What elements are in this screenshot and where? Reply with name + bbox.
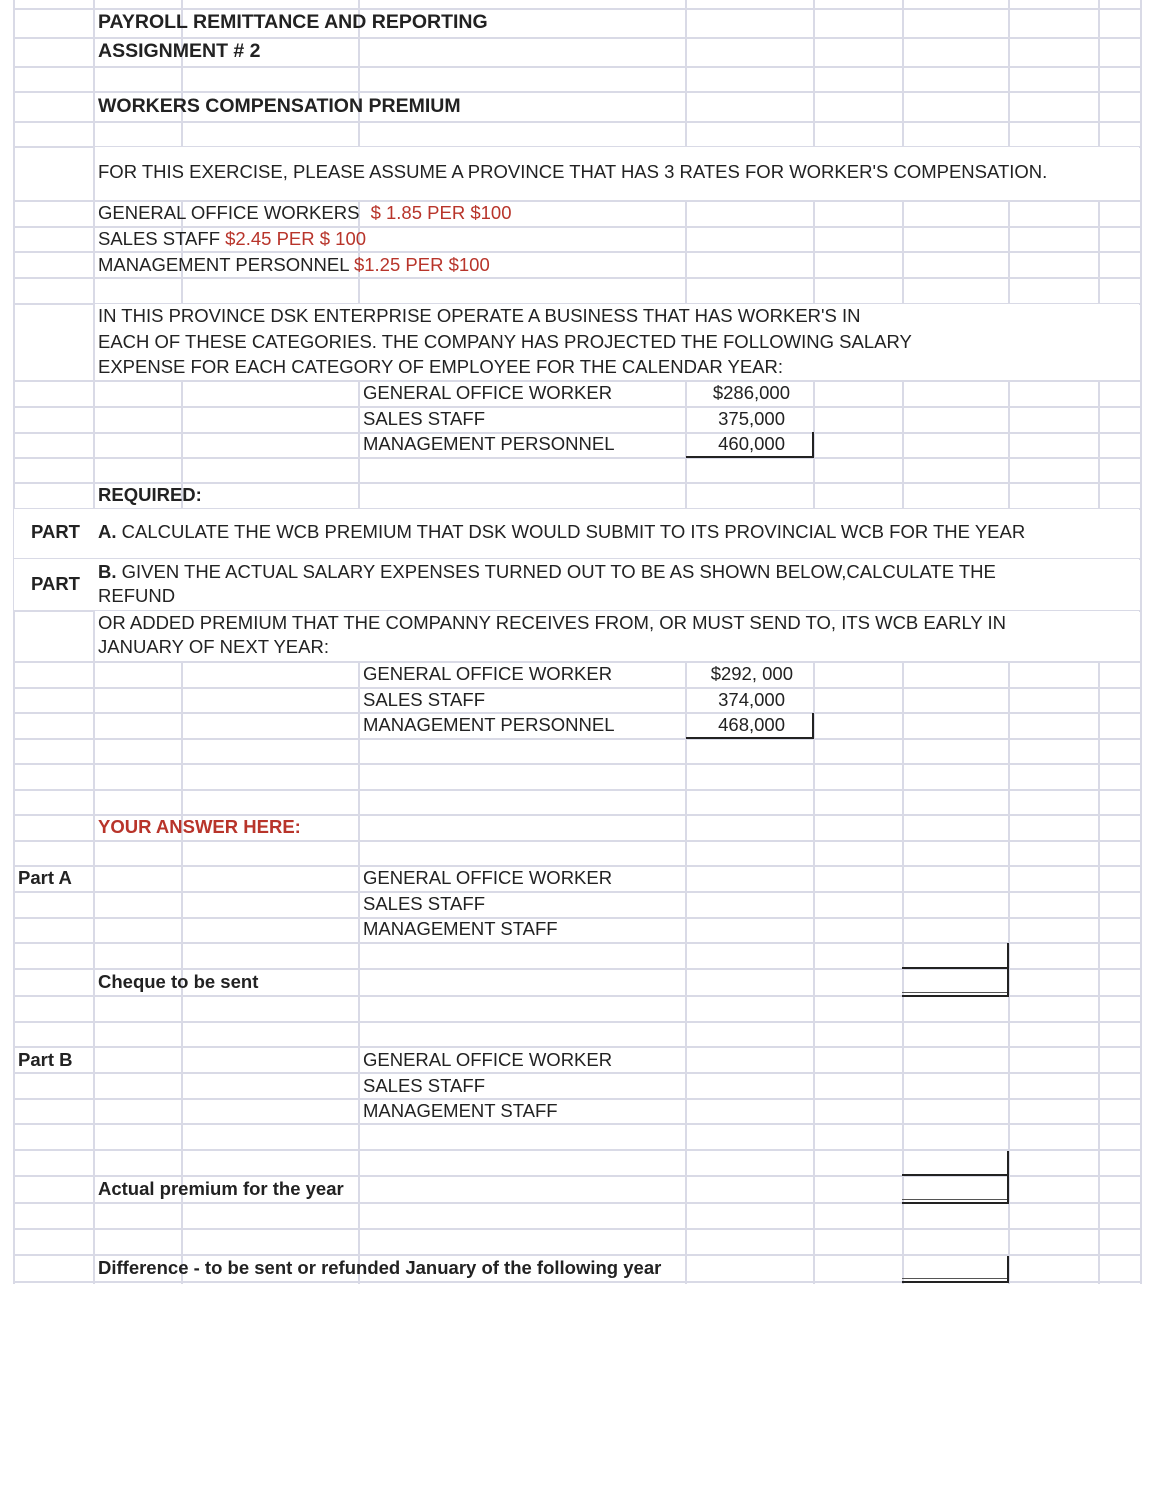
grid-row-line	[14, 1098, 1142, 1100]
grid-row-line	[14, 1046, 1142, 1048]
answer-cell-border	[902, 995, 1009, 997]
answer-cell-border	[902, 1278, 1009, 1279]
part-b-letter: B.	[98, 561, 117, 582]
answer-heading: YOUR ANSWER HERE:	[98, 816, 301, 837]
grid-row-line	[14, 66, 1142, 68]
intro-text: FOR THIS EXERCISE, PLEASE ASSUME A PROVINCE THAT HAS 3 RATES FOR WORKER'S COMPENSATION.	[98, 161, 1048, 182]
part-b-label: Part B	[18, 1049, 73, 1070]
grid-row-line	[14, 1021, 1142, 1023]
grid-row-line	[14, 8, 1142, 10]
grid-row-line	[14, 1254, 1142, 1256]
projected-amount: 375,000	[718, 408, 785, 429]
total-border	[812, 432, 814, 458]
grid-row-line	[14, 277, 1142, 279]
answer-row-label: SALES STAFF	[363, 1075, 485, 1096]
part-b-text: REFUND	[98, 585, 176, 606]
assignment-number: ASSIGNMENT # 2	[98, 40, 261, 62]
answer-row-label: MANAGEMENT STAFF	[363, 918, 558, 939]
grid-row-line	[14, 1228, 1142, 1230]
answer-cell-border	[902, 1202, 1009, 1204]
answer-row-label: GENERAL OFFICE WORKER	[363, 1049, 613, 1070]
total-border	[686, 737, 814, 739]
actual-amount: $292, 000	[710, 663, 793, 684]
part-a-letter: A.	[98, 521, 117, 542]
total-border	[812, 713, 814, 739]
grid-row-line	[14, 457, 1142, 459]
grid-row-line	[14, 738, 1142, 740]
grid-row-line	[14, 37, 1142, 39]
cheque-label: Cheque to be sent	[98, 971, 259, 992]
grid-row-line	[14, 789, 1142, 791]
grid-row-line	[14, 121, 1142, 123]
answer-row-label: GENERAL OFFICE WORKER	[363, 867, 613, 888]
scenario-line: EXPENSE FOR EACH CATEGORY OF EMPLOYEE FOR THE CALENDAR YEAR:	[98, 356, 784, 377]
actual-premium-label: Actual premium for the year	[98, 1178, 344, 1199]
grid-row-line	[14, 891, 1142, 893]
part-a-text: CALCULATE THE WCB PREMIUM THAT DSK WOULD SUBMIT TO ITS PROVINCIAL WCB FOR THE YEAR	[116, 521, 1026, 542]
rate-value: $1.25 PER $100	[353, 254, 490, 275]
grid-row-line	[14, 687, 1142, 689]
answer-cell-border	[902, 967, 1009, 969]
answer-cell-border	[902, 992, 1009, 993]
actual-label: SALES STAFF	[363, 689, 485, 710]
projected-amount: 460,000	[718, 433, 785, 454]
answer-cell-border	[1007, 1151, 1009, 1204]
rate-label: GENERAL OFFICE WORKERS	[98, 202, 360, 223]
answer-row-label: SALES STAFF	[363, 893, 485, 914]
part-label: PART	[31, 521, 80, 542]
grid-row-line	[14, 406, 1142, 408]
rate-label: MANAGEMENT PERSONNEL	[98, 254, 349, 275]
grid-row-line	[14, 942, 1142, 944]
part-b-question	[98, 561, 996, 583]
rate-label: SALES STAFF	[98, 228, 220, 249]
projected-label: GENERAL OFFICE WORKER	[363, 382, 613, 403]
part-a-question	[98, 521, 1025, 543]
grid-col-line	[1140, 0, 1142, 1284]
section-heading: WORKERS COMPENSATION PREMIUM	[98, 95, 461, 117]
grid-col-line	[13, 0, 15, 1284]
actual-label: GENERAL OFFICE WORKER	[363, 663, 613, 684]
answer-cell-border	[902, 1174, 1009, 1176]
grid-row-line	[14, 1123, 1142, 1125]
difference-label: Difference - to be sent or refunded January of the following year	[98, 1257, 662, 1278]
actual-amount: 374,000	[718, 689, 785, 710]
scenario-line: IN THIS PROVINCE DSK ENTERPRISE OPERATE A BUSINESS THAT HAS WORKER'S IN	[98, 305, 861, 326]
part-a-label: Part A	[18, 867, 72, 888]
grid-row-line	[14, 1072, 1142, 1074]
projected-label: MANAGEMENT PERSONNEL	[363, 433, 615, 454]
rate-row	[98, 228, 366, 250]
rate-value: $ 1.85 PER $100	[370, 202, 512, 223]
projected-amount: $286,000	[712, 382, 790, 403]
part-b-text: OR ADDED PREMIUM THAT THE COMPANNY RECEIVES FROM, OR MUST SEND TO, ITS WCB EARLY IN	[98, 612, 1007, 633]
rate-row	[98, 254, 490, 276]
actual-amount: 468,000	[718, 714, 785, 735]
part-b-text: JANUARY OF NEXT YEAR:	[98, 636, 329, 657]
grid-row-line	[14, 91, 1142, 93]
grid-row-line	[14, 840, 1142, 842]
part-label: PART	[31, 573, 80, 594]
page-title: PAYROLL REMITTANCE AND REPORTING	[98, 11, 488, 33]
total-border	[686, 456, 814, 458]
projected-label: SALES STAFF	[363, 408, 485, 429]
answer-cell-border	[902, 1199, 1009, 1200]
answer-cell-border	[902, 1281, 1009, 1283]
answer-row-label: MANAGEMENT STAFF	[363, 1100, 558, 1121]
part-b-text: GIVEN THE ACTUAL SALARY EXPENSES TURNED OUT TO BE AS SHOWN BELOW,CALCULATE THE	[116, 561, 996, 582]
required-heading: REQUIRED:	[98, 484, 202, 505]
rate-value: $2.45 PER $ 100	[225, 228, 367, 249]
grid-row-line	[14, 251, 1142, 253]
grid-row-line	[14, 763, 1142, 765]
rate-row	[98, 202, 512, 224]
grid-row-line	[14, 1149, 1142, 1151]
answer-cell-border	[1007, 1256, 1009, 1283]
grid-row-line	[14, 917, 1142, 919]
scenario-line: EACH OF THESE CATEGORIES. THE COMPANY HAS PROJECTED THE FOLLOWING SALARY	[98, 331, 912, 352]
actual-label: MANAGEMENT PERSONNEL	[363, 714, 615, 735]
answer-cell-border	[1007, 943, 1009, 997]
